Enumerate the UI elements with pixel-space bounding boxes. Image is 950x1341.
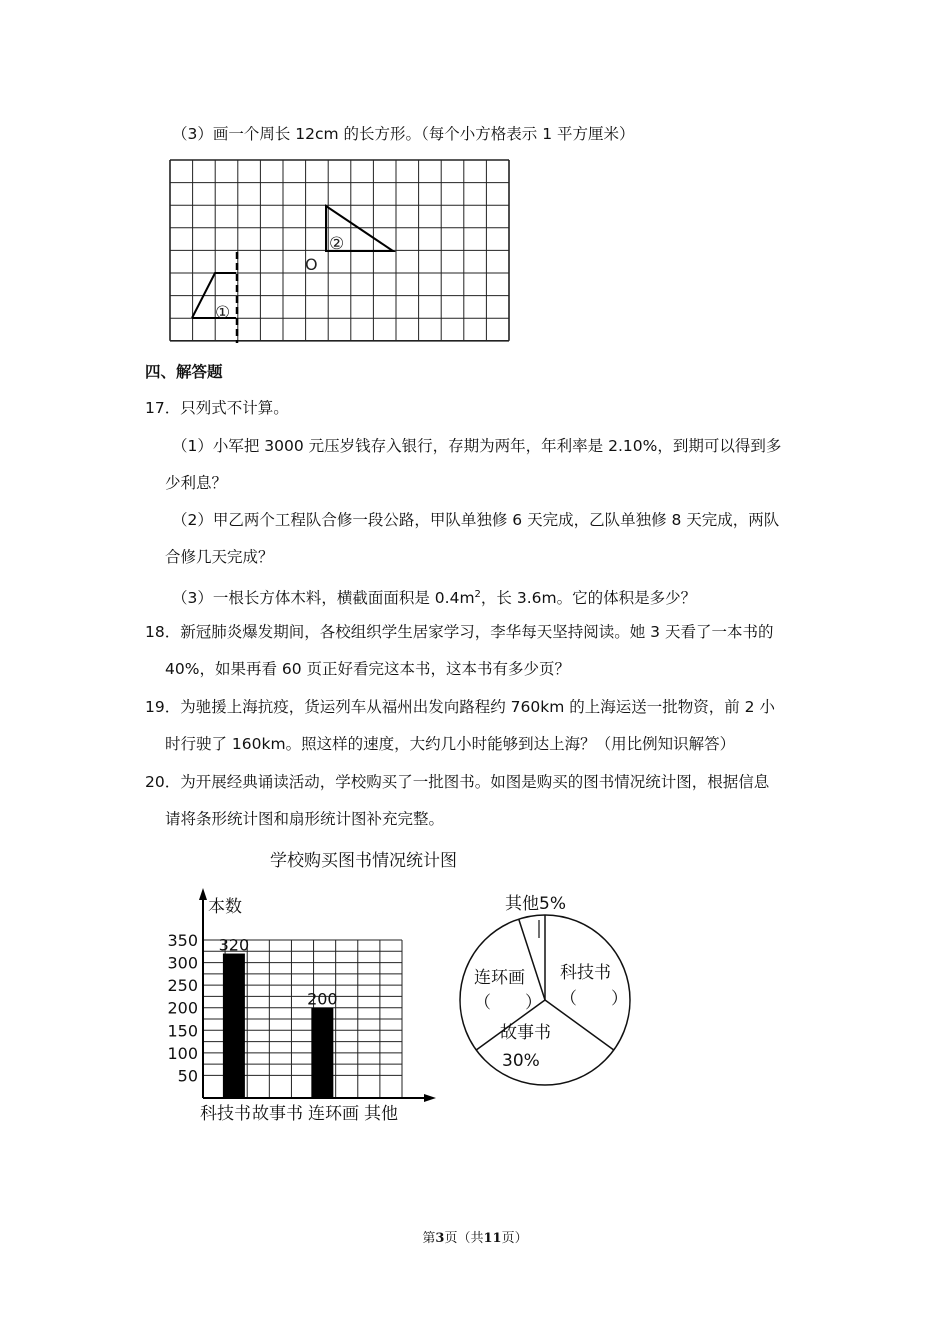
q17-p2-line1: （2）甲乙两个工程队合修一段公路，甲队单独修 6 天完成，乙队单独修 8 天完成，两队	[172, 511, 780, 529]
q19-line2: 时行驶了 160km。照这样的速度，大约几小时能够到达上海？（用比例知识解答）	[165, 735, 736, 753]
pie-label-comic: 连环画	[474, 968, 525, 988]
footer-post: 页）	[501, 1231, 528, 1246]
statistics-figure	[0, 840, 950, 1140]
bar	[311, 1008, 333, 1098]
q17-p1-line2: 少利息？	[165, 474, 228, 492]
footer-mid: 页（共	[444, 1231, 484, 1246]
x-category-label: 科技书	[200, 1104, 251, 1124]
q3-prompt: （3）画一个周长 12cm 的长方形。（每个小方格表示 1 平方厘米）	[172, 125, 635, 143]
q19-line1: 19．为驰援上海抗疫，货运列车从福州出发向路程约 760km 的上海运送一批物资，前 2 小	[145, 698, 775, 716]
y-tick-label: 250	[167, 976, 198, 996]
chart-title: 学校购买图书情况统计图	[270, 851, 457, 871]
pie-label-story: 故事书	[500, 1023, 551, 1043]
pie-label-other: 其他5%	[505, 894, 566, 914]
q17-p3-pre: （3）一根长方体木料，横截面面积是 0.4m	[172, 589, 475, 608]
q20-line2: 请将条形统计图和扇形统计图补充完整。	[165, 810, 445, 828]
point-o-label: O	[305, 255, 318, 274]
shape-1-label: ①	[215, 303, 231, 323]
bar	[223, 954, 245, 1098]
y-axis-label: 本数	[208, 897, 242, 917]
pie-label-science: 科技书	[560, 963, 611, 983]
section-heading: 四、解答题	[145, 363, 223, 381]
pie-chart	[460, 893, 630, 1085]
pie-value-science: （ ）	[560, 989, 628, 1009]
y-tick-label: 50	[177, 1066, 198, 1086]
x-category-label: 故事书	[252, 1104, 303, 1124]
bar-data-label: 320	[218, 935, 250, 955]
y-tick-label: 350	[167, 931, 198, 950]
q17-intro: 17．只列式不计算。	[145, 399, 289, 417]
footer-total: 11	[483, 1231, 502, 1246]
footer-page: 3	[435, 1231, 445, 1246]
shape-2-label: ②	[329, 234, 345, 254]
y-tick-label: 300	[167, 953, 198, 973]
q18-line2: 40%，如果再看 60 页正好看完这本书，这本书有多少页？	[165, 660, 571, 678]
y-tick-label: 150	[167, 1021, 198, 1041]
grid-figure	[0, 0, 950, 400]
x-category-label: 连环画	[308, 1104, 359, 1124]
q18-line1: 18．新冠肺炎爆发期间，各校组织学生居家学习，李华每天坚持阅读。她 3 天看了一本书的	[145, 623, 774, 641]
q17-p1-line1: （1）小军把 3000 元压岁钱存入银行，存期为两年，年利率是 2.10%，到期可以得到多	[172, 437, 782, 455]
q17-p3-sup: 2	[474, 589, 481, 600]
pie-value-story: 30%	[502, 1051, 540, 1071]
x-category-label: 其他	[364, 1104, 398, 1124]
q20-line1: 20．为开展经典诵读活动，学校购买了一批图书。如图是购买的图书情况统计图，根据信息	[145, 773, 770, 791]
q17-p3	[172, 585, 696, 608]
footer-pre: 第	[422, 1231, 436, 1246]
q17-p3-post: ，长 3.6m。它的体积是多少？	[480, 589, 697, 608]
pie-value-comic: （ ）	[474, 993, 542, 1013]
q17-p2-line2: 合修几天完成？	[165, 548, 274, 566]
bar-data-label: 200	[307, 989, 338, 1009]
page-footer	[0, 1227, 950, 1246]
y-axis-arrow	[199, 888, 207, 900]
y-tick-label: 100	[167, 1043, 198, 1063]
bar-chart	[167, 888, 436, 1124]
x-axis-arrow	[424, 1094, 436, 1102]
y-tick-label: 200	[167, 998, 198, 1018]
